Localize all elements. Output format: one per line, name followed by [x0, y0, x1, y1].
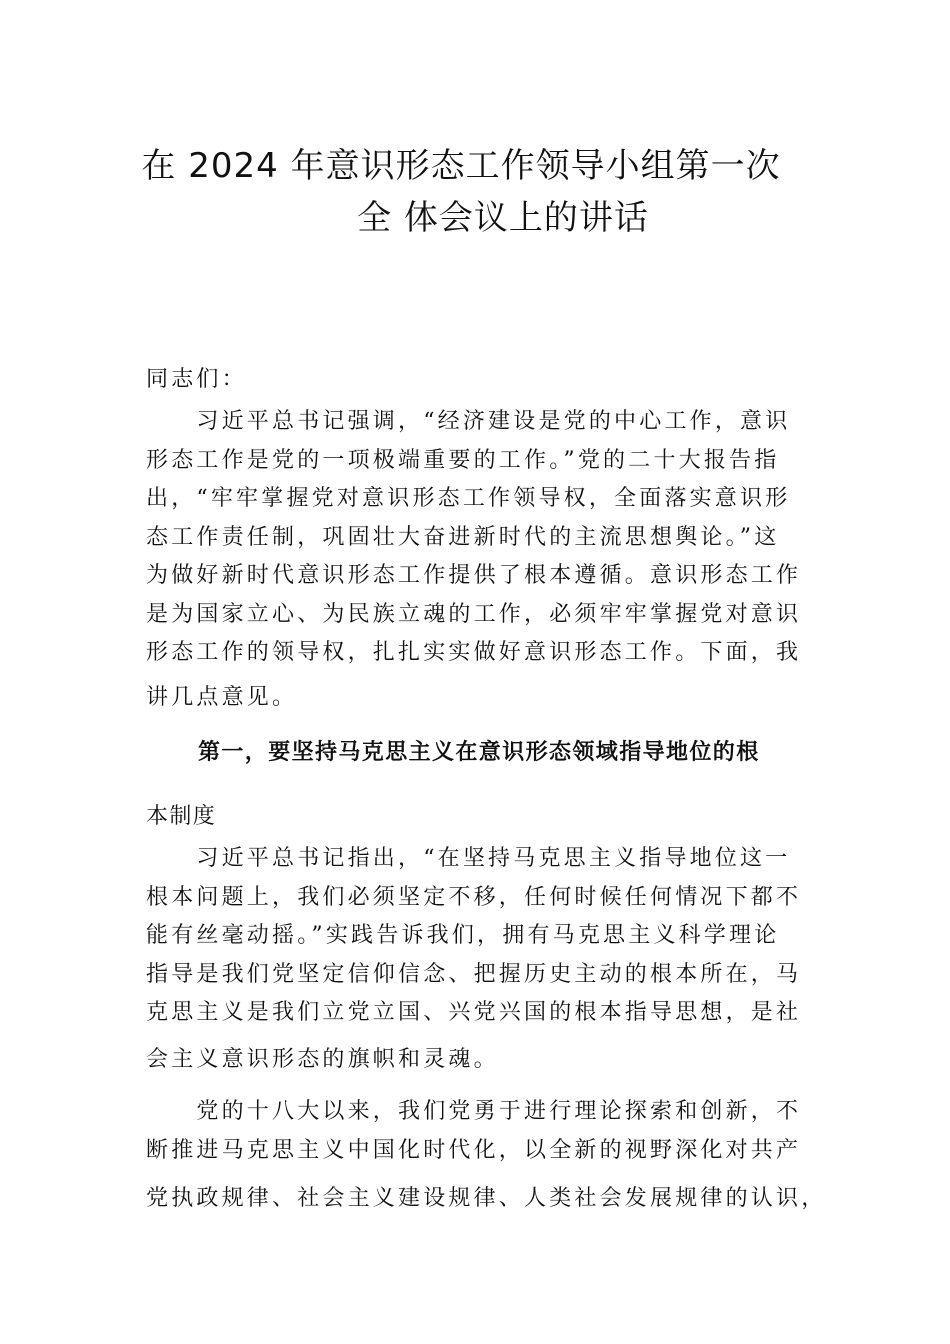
paragraph-line: 断推进马克思主义中国化时代化，以全新的视野深化对共产: [146, 1137, 802, 1163]
paragraph-line: 习近平总书记强调，“经济建设是党的中心工作，意识: [146, 409, 791, 434]
paragraph-line: 党的十八大以来，我们党勇于进行理论探索和创新，不: [146, 1099, 802, 1124]
paragraph-2: [146, 840, 806, 1079]
paragraph-line: 为做好新时代意识形态工作提供了根本遵循。意识形态工作: [146, 563, 802, 588]
paragraph-line: 是为国家立心、为民族立魂的工作，必须牢牢掌握党对意识: [146, 601, 802, 627]
section-heading-line-2: 本制度: [146, 804, 217, 829]
document-title-line-2: 全 体会议上的讲话: [357, 198, 649, 238]
section-heading-line-1: 第一，要坚持马克思主义在意识形态领域指导地位的根: [198, 740, 760, 765]
paragraph-line: 根本问题上，我们必须坚定不移，任何时候任何情况下都不: [146, 884, 802, 910]
paragraph-line: 指导是我们党坚定信仰信念、把握历史主动的根本所在，马: [146, 961, 802, 987]
paragraph-line: 态工作责任制，巩固壮大奋进新时代的主流思想舆论。”这: [146, 524, 780, 550]
paragraph-line: 形态工作的领导权，扎扎实实做好意识形态工作。下面，我: [146, 640, 802, 665]
paragraph-line: 会主义意识形态的旗帜和灵魂。: [146, 1046, 499, 1072]
paragraph-line: 出，“牢牢掌握党对意识形态工作领导权，全面落实意识形: [146, 486, 791, 511]
salutation: [146, 361, 806, 400]
document-title-line-1: 在 2024 年意识形态工作领导小组第一次: [141, 146, 781, 186]
paragraph-line: 形态工作是党的一项极端重要的工作。”党的二十大报告指: [146, 447, 780, 473]
paragraph-line: 党执政规律、社会主义建设规律、人类社会发展规律的认识，: [146, 1186, 827, 1211]
salutation-text: 同志们：: [146, 367, 247, 392]
paragraph-line: 克思主义是我们立党立国、兴党兴国的根本指导思想，是社: [146, 1000, 802, 1025]
paragraph-1: [146, 403, 806, 717]
paragraph-line: 讲几点意见。: [146, 684, 298, 710]
paragraph-line: 习近平总书记指出，“在坚持马克思主义指导地位这一: [146, 846, 791, 871]
paragraph-3: [146, 1093, 827, 1219]
paragraph-line: 能有丝毫动摇。”实践告诉我们，拥有马克思主义科学理论: [146, 923, 780, 948]
